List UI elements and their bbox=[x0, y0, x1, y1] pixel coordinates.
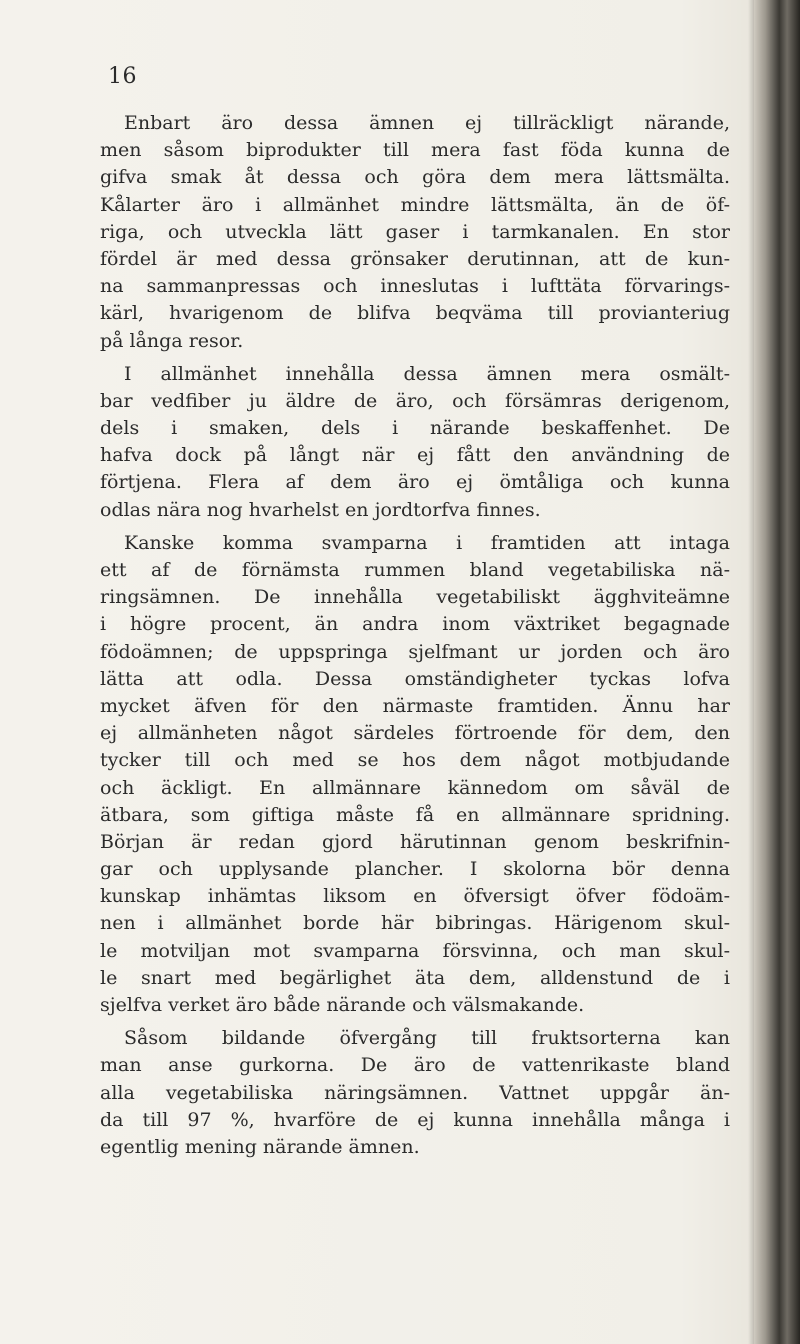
text-line: ringsämnen. De innehålla vegetabiliskt ägghviteämne bbox=[100, 586, 730, 609]
text-line: egentlig mening närande ämnen. bbox=[100, 1135, 420, 1158]
text-line: Enbart äro dessa ämnen ej tillräckligt närande, bbox=[124, 112, 730, 134]
text-line: le motviljan mot svamparna försvinna, och man skul- bbox=[100, 939, 730, 962]
text-line: bar vedfiber ju äldre de äro, och försämras derigenom, bbox=[100, 389, 730, 412]
text-line: dels i smaken, dels i närande beskaffenhet. De bbox=[100, 417, 730, 440]
text-line: och äckligt. En allmännare kännedom om såväl de bbox=[100, 776, 730, 799]
text-line: sjelfva verket äro både närande och välsmakande. bbox=[100, 994, 585, 1016]
text-line: ätbara, som giftiga måste få en allmännare spridning. bbox=[100, 803, 730, 826]
text-line: fördel är med dessa grönsaker derutinnan, att de kun- bbox=[100, 247, 730, 270]
text-line: nen i allmänhet borde här bibringas. Härigenom skul- bbox=[100, 912, 730, 935]
text-line: på långa resor. bbox=[100, 329, 244, 352]
text-line: Kanske komma svamparna i framtiden att intaga bbox=[124, 531, 730, 554]
text-line: tycker till och med se hos dem något motbjudande bbox=[100, 749, 730, 772]
text-line: mycket äfven för den närmaste framtiden. Ännu har bbox=[100, 694, 730, 717]
text-line: riga, och utveckla lätt gaser i tarmkanalen. En stor bbox=[100, 220, 730, 243]
paragraph-4 bbox=[100, 1025, 730, 1161]
text-line: gifva smak åt dessa och göra dem mera lättsmälta. bbox=[100, 166, 730, 189]
text-line: alla vegetabiliska näringsämnen. Vattnet uppgår än- bbox=[100, 1081, 730, 1104]
text-line: lätta att odla. Dessa omständigheter tyckas lofva bbox=[100, 667, 730, 690]
text-line: hafva dock på långt när ej fått den användning de bbox=[100, 444, 730, 467]
text-line: i högre procent, än andra inom växtriket begagnade bbox=[100, 613, 730, 636]
text-line: förtjena. Flera af dem äro ej ömtåliga och kunna bbox=[100, 471, 730, 494]
book-binding-edge bbox=[754, 0, 800, 1344]
text-line: I allmänhet innehålla dessa ämnen mera osmält- bbox=[124, 362, 730, 385]
page-number: 16 bbox=[108, 64, 137, 89]
text-line: na sammanpressas och inneslutas i lufttäta förvarings- bbox=[100, 275, 730, 298]
text-line: ej allmänheten något särdeles förtroende för dem, den bbox=[100, 722, 730, 745]
text-line: kärl, hvarigenom de blifva beqväma till provianteriug bbox=[100, 302, 730, 325]
paragraph-2 bbox=[100, 361, 730, 524]
text-line: födoämnen; de uppspringa sjelfmant ur jorden och äro bbox=[100, 640, 730, 663]
text-line: Kålarter äro i allmänhet mindre lättsmälta, än de öf- bbox=[100, 193, 730, 216]
text-line: gar och upplysande plancher. I skolorna bör denna bbox=[100, 858, 730, 881]
text-line: ett af de förnämsta rummen bland vegetabiliska nä- bbox=[100, 559, 730, 581]
text-line: men såsom biprodukter till mera fast föda kunna de bbox=[100, 139, 730, 162]
body-text bbox=[100, 110, 730, 1167]
text-line: Början är redan gjord härutinnan genom beskrifnin- bbox=[100, 830, 730, 853]
text-line: kunskap inhämtas liksom en öfversigt öfver födoäm- bbox=[100, 885, 730, 908]
text-line: da till 97 %, hvarföre de ej kunna innehålla många i bbox=[100, 1108, 730, 1131]
text-line: man anse gurkorna. De äro de vattenrikaste bland bbox=[100, 1054, 730, 1077]
paragraph-3 bbox=[100, 530, 730, 1019]
text-line: le snart med begärlighet äta dem, alldenstund de i bbox=[100, 966, 730, 989]
text-line: odlas nära nog hvarhelst en jordtorfva finnes. bbox=[100, 498, 541, 521]
text-line: Såsom bildande öfvergång till fruktsorterna kan bbox=[124, 1027, 730, 1050]
paragraph-1 bbox=[100, 110, 730, 355]
